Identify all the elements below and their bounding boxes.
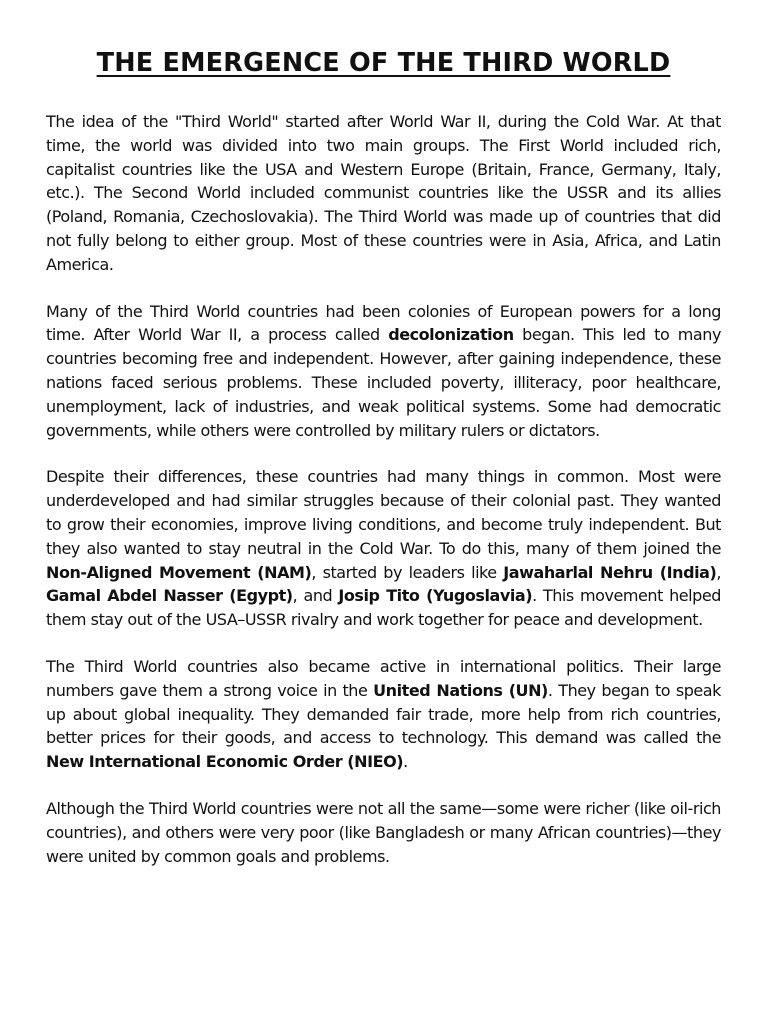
text-run: , <box>716 562 721 582</box>
paragraph-3 <box>46 465 721 632</box>
text-run: began. This led to many countries becoming free and independent. However, after gaining independence, these nations faced serious problems. These included poverty, illiteracy, poor healthcare, unemployment, lack of industries, and weak political systems. Some had democratic governments, while others were controlled by military rulers or dictators. <box>46 325 721 440</box>
text-run: Although the Third World countries were not all the same—some were richer (like oil-rich countries), and others were very poor (like Bangladesh or many African countries)—they were united by common goals and problems. <box>46 798 721 866</box>
text-run: Despite their differences, these countries had many things in common. Most were underdeveloped and had similar struggles because of their colonial past. They wanted to grow their economies, improve living conditions, and become truly independent. But they also wanted to stay neutral in the Cold War. To do this, many of them joined the <box>46 467 721 558</box>
text-run: , started by leaders like <box>311 562 504 582</box>
bold-term: decolonization <box>388 325 514 345</box>
bold-term: United Nations (UN) <box>373 680 548 700</box>
text-run: The idea of the "Third World" started after World War II, during the Cold War. At that time, the world was divided into two main groups. The First World included rich, capitalist countries like the USA and Western Europe (Britain, France, Germany, Italy, etc.). The Second World included communist countries like the USSR and its allies (Poland, Romania, Czechoslovakia). The Third World was made up of countries that did not fully belong to either group. Most of these countries were in Asia, Africa, and Latin America. <box>46 112 721 274</box>
text-run: Many of the Third World countries had been colonies of European powers for a long time. After World War II, a process called <box>46 301 721 345</box>
text-run: . This movement helped them stay out of the USA–USSR rivalry and work together for peace and development. <box>46 586 721 630</box>
bold-term: Josip Tito (Yugoslavia) <box>338 586 533 606</box>
bold-term: Jawaharlal Nehru (India) <box>503 562 717 582</box>
paragraph-5 <box>46 797 721 868</box>
text-run: . <box>403 752 408 772</box>
document-title: THE EMERGENCE OF THE THIRD WORLD <box>96 48 671 78</box>
paragraph-1 <box>46 110 721 277</box>
text-run: , and <box>292 586 339 606</box>
text-run: . They began to speak up about global inequality. They demanded fair trade, more help from rich countries, better prices for their goods, and access to technology. This demand was called the <box>46 680 721 748</box>
paragraph-2 <box>46 300 721 443</box>
bold-term: Non-Aligned Movement (NAM) <box>46 562 312 582</box>
bold-term: New International Economic Order (NIEO) <box>46 752 404 772</box>
text-run: The Third World countries also became active in international politics. Their large numbers gave them a strong voice in the <box>46 656 721 700</box>
paragraph-4 <box>46 655 721 774</box>
bold-term: Gamal Abdel Nasser (Egypt) <box>46 586 293 606</box>
